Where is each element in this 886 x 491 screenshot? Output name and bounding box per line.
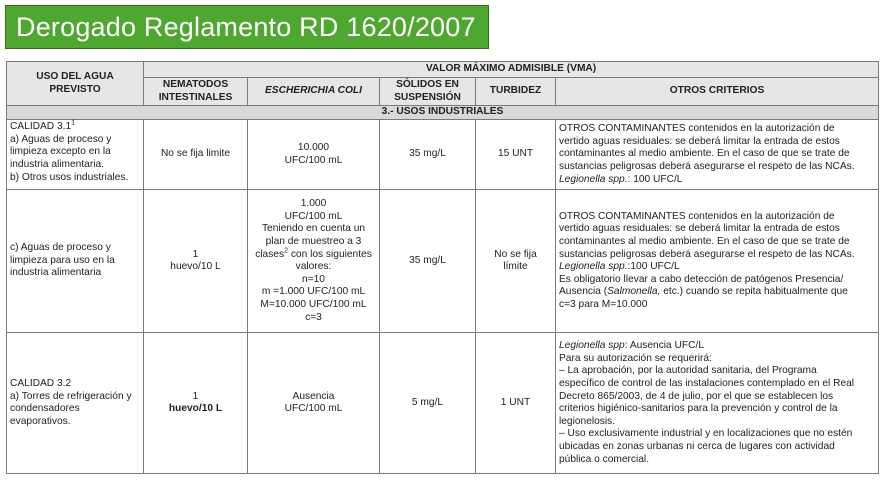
table-row [7, 190, 879, 333]
section-title: 3.- USOS INDUSTRIALES [7, 106, 879, 120]
header-turbidez: TURBIDEZ [476, 78, 556, 106]
title-banner [5, 5, 489, 49]
table-row [7, 333, 879, 474]
row1-ecoli: 10.000 UFC/100 mL [248, 120, 380, 190]
row3-uso: CALIDAD 3.2 a) Torres de refrigeración y condensadores evaporativos. [7, 333, 144, 474]
header-vma: VALOR MÁXIMO ADMISIBLE (VMA) [144, 62, 879, 78]
row2-uso: c) Aguas de proceso y limpieza para uso en la industria alimentaria [7, 190, 144, 333]
header-solidos: SÓLIDOS EN SUSPENSIÓN [380, 78, 476, 106]
header-nematodos: NEMATODOS INTESTINALES [144, 78, 248, 106]
row2-otros: OTROS CONTAMINANTES contenidos en la autorización de vertido aguas residuales: se deberá limitar la entrada de estos contaminantes al medio ambiente. En el caso de que se trate de sustancias peligrosas deberá asegurarse el respeto de las NCAs. Legionella spp.:100 UFC/L Es obligatorio llevar a cabo detección de patógenos Presencia/ Ausencia (Salmonella, etc.) cuando se repita habitualmente que c=3 para M=10.000 [556, 190, 879, 333]
header-otros: OTROS CRITERIOS [556, 78, 879, 106]
header-ecoli: ESCHERICHIA COLI [248, 78, 380, 106]
row2-turbidez: No se fija límite [476, 190, 556, 333]
row1-solidos: 35 mg/L [380, 120, 476, 190]
row3-nematodos: 1 huevo/10 L [144, 333, 248, 474]
quality-table [6, 61, 879, 474]
row1-uso: CALIDAD $3.1^1$ a) Aguas de proceso y limpieza excepto en la industria alimentaria. b) Otros usos industriales. [7, 120, 144, 190]
row3-ecoli: Ausencia UFC/100 mL [248, 333, 380, 474]
header-uso: USO DEL AGUA PREVISTO [7, 62, 144, 106]
row2-ecoli: 1.000 UFC/100 mL Teniendo en cuenta un plan de muestreo a 3 clases$^2$ con los siguientes valores: n=10 m =1.000 UFC/100 mL M=10.000 UFC/100 mL c=3 [248, 190, 380, 333]
table-row [7, 120, 879, 190]
row1-otros: OTROS CONTAMINANTES contenidos en la autorización de vertido aguas residuales: se deberá limitar la entrada de estos contaminantes al medio ambiente. En el caso de que se trate de sustancias peligrosas deberá asegurarse el respeto de las NCAs. Legionella spp.: 100 UFC/L [556, 120, 879, 190]
row1-nematodos: No se fija limite [144, 120, 248, 190]
row3-otros: Legionella spp: Ausencia UFC/L Para su autorización se requerirá: – La aprobación, por la autoridad sanitaria, del Programa específico de control de las instalaciones contemplado en el Real Decreto 865/2003, de 4 de julio, por el que se establecen los criterios higiénico-sanitarios para la prevención y control de la legionelosis. – Uso exclusivamente industrial y en localizaciones que no estén ubicadas en zonas urbanas ni cerca de lugares con actividad pública o comercial. [556, 333, 879, 474]
row2-solidos: 35 mg/L [380, 190, 476, 333]
page-title: Derogado Reglamento RD 1620/2007 [16, 12, 476, 42]
row3-solidos: 5 mg/L [380, 333, 476, 474]
row3-turbidez: 1 UNT [476, 333, 556, 474]
row1-turbidez: 15 UNT [476, 120, 556, 190]
row2-nematodos: 1 huevo/10 L [144, 190, 248, 333]
